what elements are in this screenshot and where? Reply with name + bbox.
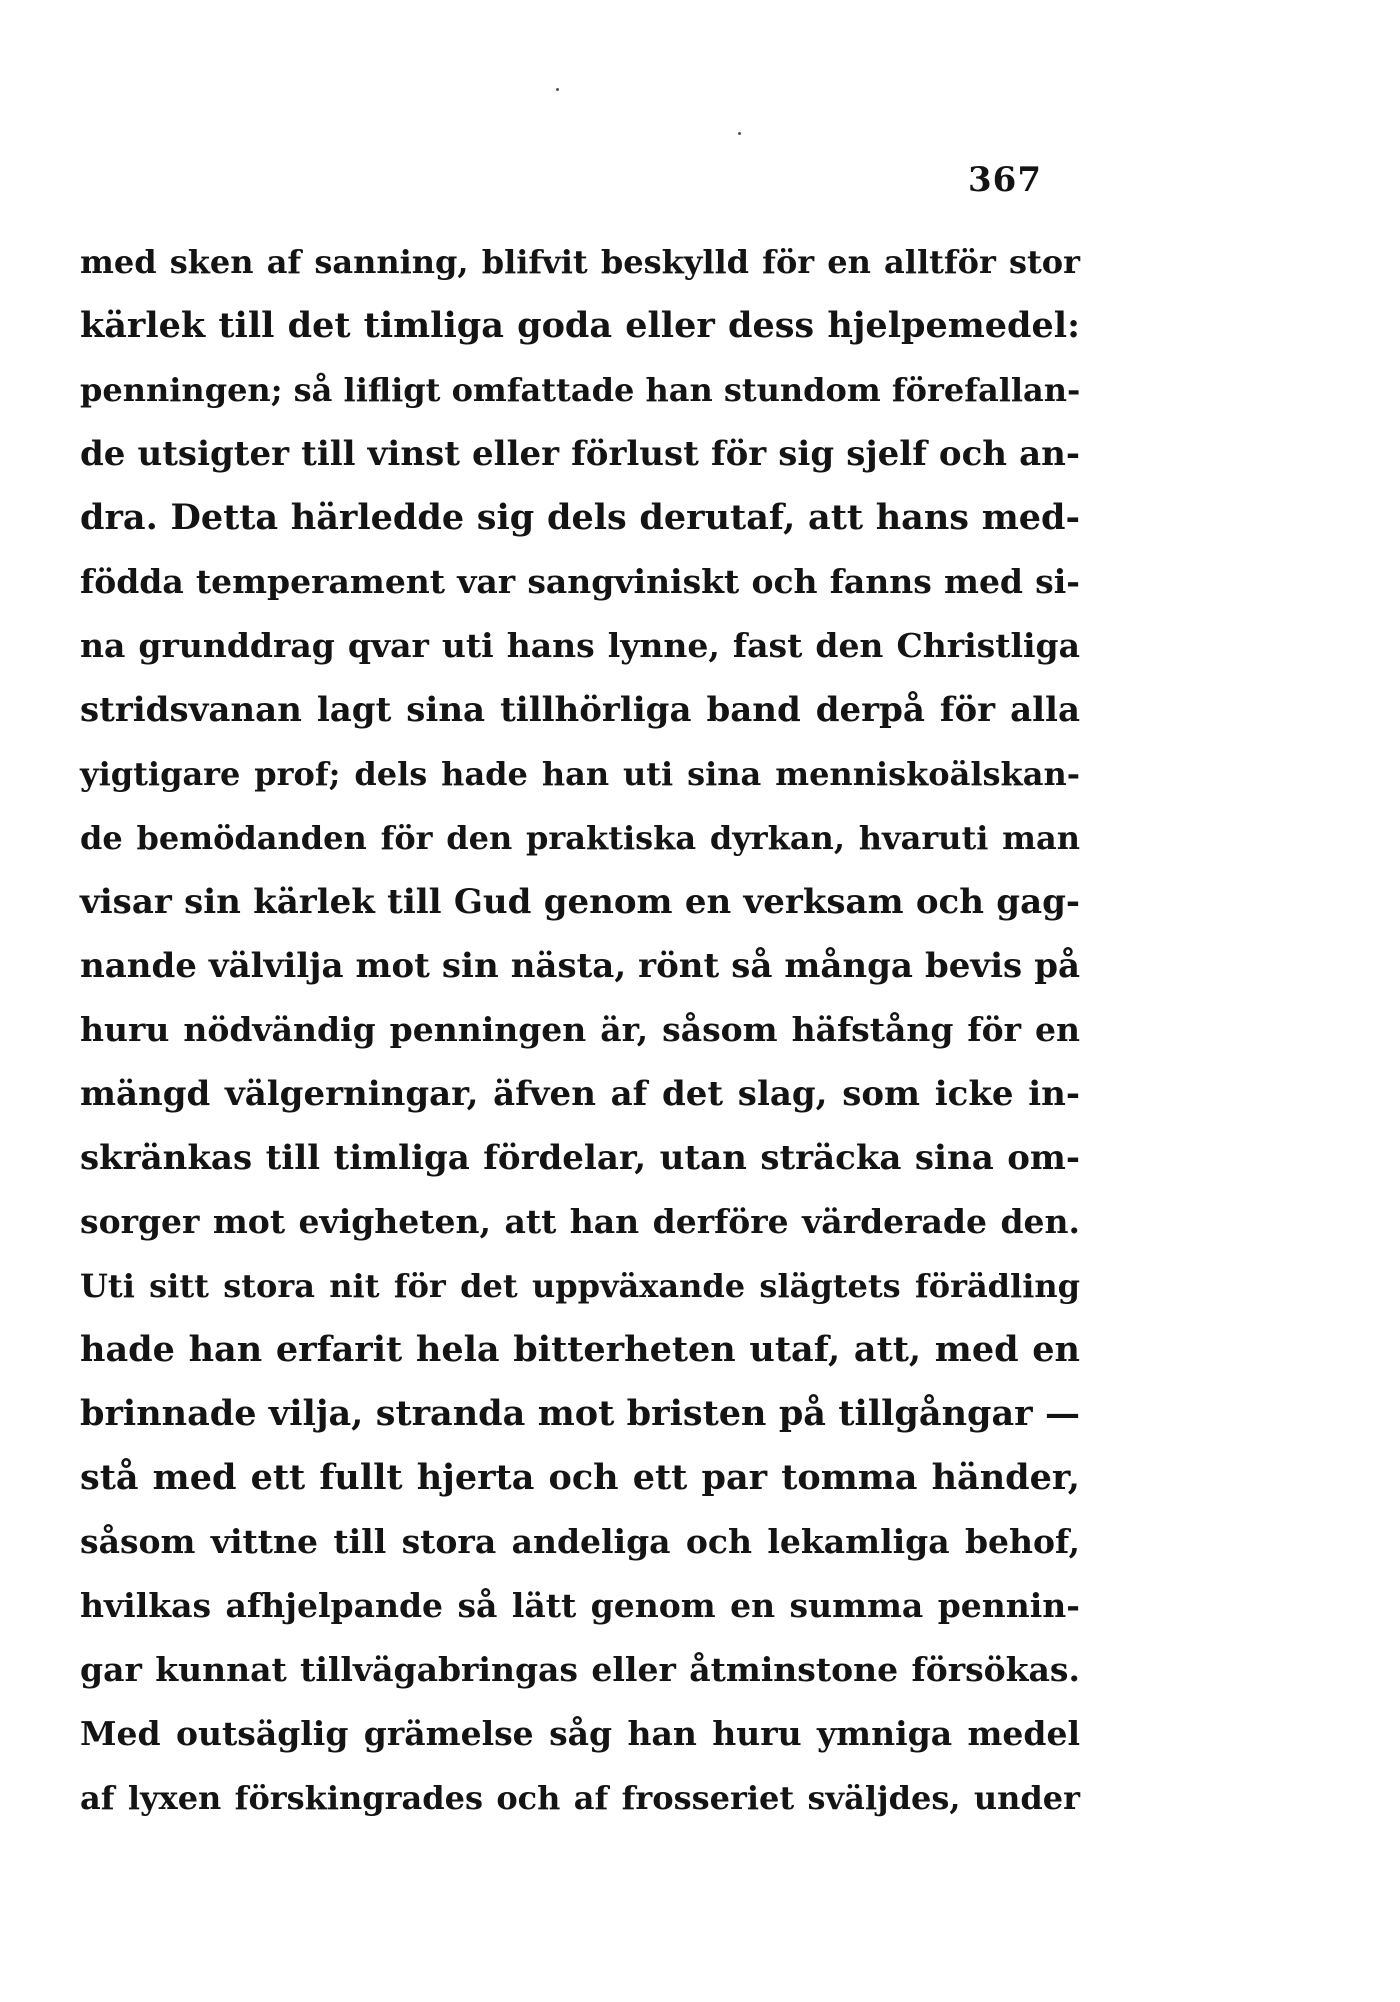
text-line: mängd välgerningar, äfven af det slag, som icke in- bbox=[80, 1074, 1080, 1114]
text-line: gar kunnat tillvägabringas eller åtminstone försökas. bbox=[80, 1650, 1080, 1689]
body-text bbox=[80, 230, 1080, 1830]
text-line: sorger mot evigheten, att han derföre värderade den. bbox=[80, 1202, 1080, 1241]
text-line: penningen; så lifligt omfattade han stundom förefallan- bbox=[80, 371, 1081, 409]
text-line: de bemödanden för den praktiska dyrkan, hvaruti man bbox=[80, 819, 1080, 857]
text-line: hvilkas afhjelpande så lätt genom en summa pennin- bbox=[80, 1586, 1080, 1625]
text-line: huru nödvändig penningen är, såsom häfstång för en bbox=[80, 1010, 1080, 1049]
text-line: stridsvanan lagt sina tillhörliga band derpå för alla bbox=[80, 690, 1080, 730]
text-line: yigtigare prof; dels hade han uti sina menniskoälskan- bbox=[80, 755, 1080, 793]
text-line: Uti sitt stora nit för det uppväxande slägtets förädling bbox=[80, 1267, 1080, 1305]
text-line: af lyxen förskingrades och af frosseriet sväljdes, under bbox=[80, 1779, 1080, 1817]
text-line: såsom vittne till stora andeliga och lekamliga behof, bbox=[80, 1522, 1080, 1561]
text-line: dra. Detta härledde sig dels derutaf, att hans med- bbox=[80, 497, 1080, 538]
text-line: de utsigter till vinst eller förlust för sig sjelf och an- bbox=[80, 434, 1080, 474]
text-line: na grunddrag qvar uti hans lynne, fast den Christliga bbox=[80, 626, 1080, 665]
text-line: hade han erfarit hela bitterheten utaf, att, med en bbox=[80, 1329, 1080, 1370]
text-line: med sken af sanning, blifvit beskylld för en alltför stor bbox=[80, 243, 1080, 281]
text-line: kärlek till det timliga goda eller dess hjelpemedel: bbox=[80, 305, 1080, 346]
text-line: födda temperament var sangviniskt och fanns med si- bbox=[80, 562, 1080, 601]
text-line: brinnade vilja, stranda mot bristen på tillgångar — bbox=[80, 1393, 1080, 1434]
page-number: 367 bbox=[968, 160, 1042, 200]
print-speck bbox=[556, 88, 559, 91]
text-line: stå med ett fullt hjerta och ett par tomma händer, bbox=[80, 1457, 1080, 1498]
text-line: nande välvilja mot sin nästa, rönt så många bevis på bbox=[80, 946, 1080, 986]
text-line: visar sin kärlek till Gud genom en verksam och gag- bbox=[80, 882, 1080, 922]
text-line: Med outsäglig grämelse såg han huru ymniga medel bbox=[80, 1714, 1080, 1753]
text-line: skränkas till timliga fördelar, utan sträcka sina om- bbox=[80, 1138, 1080, 1178]
print-speck bbox=[738, 132, 741, 135]
